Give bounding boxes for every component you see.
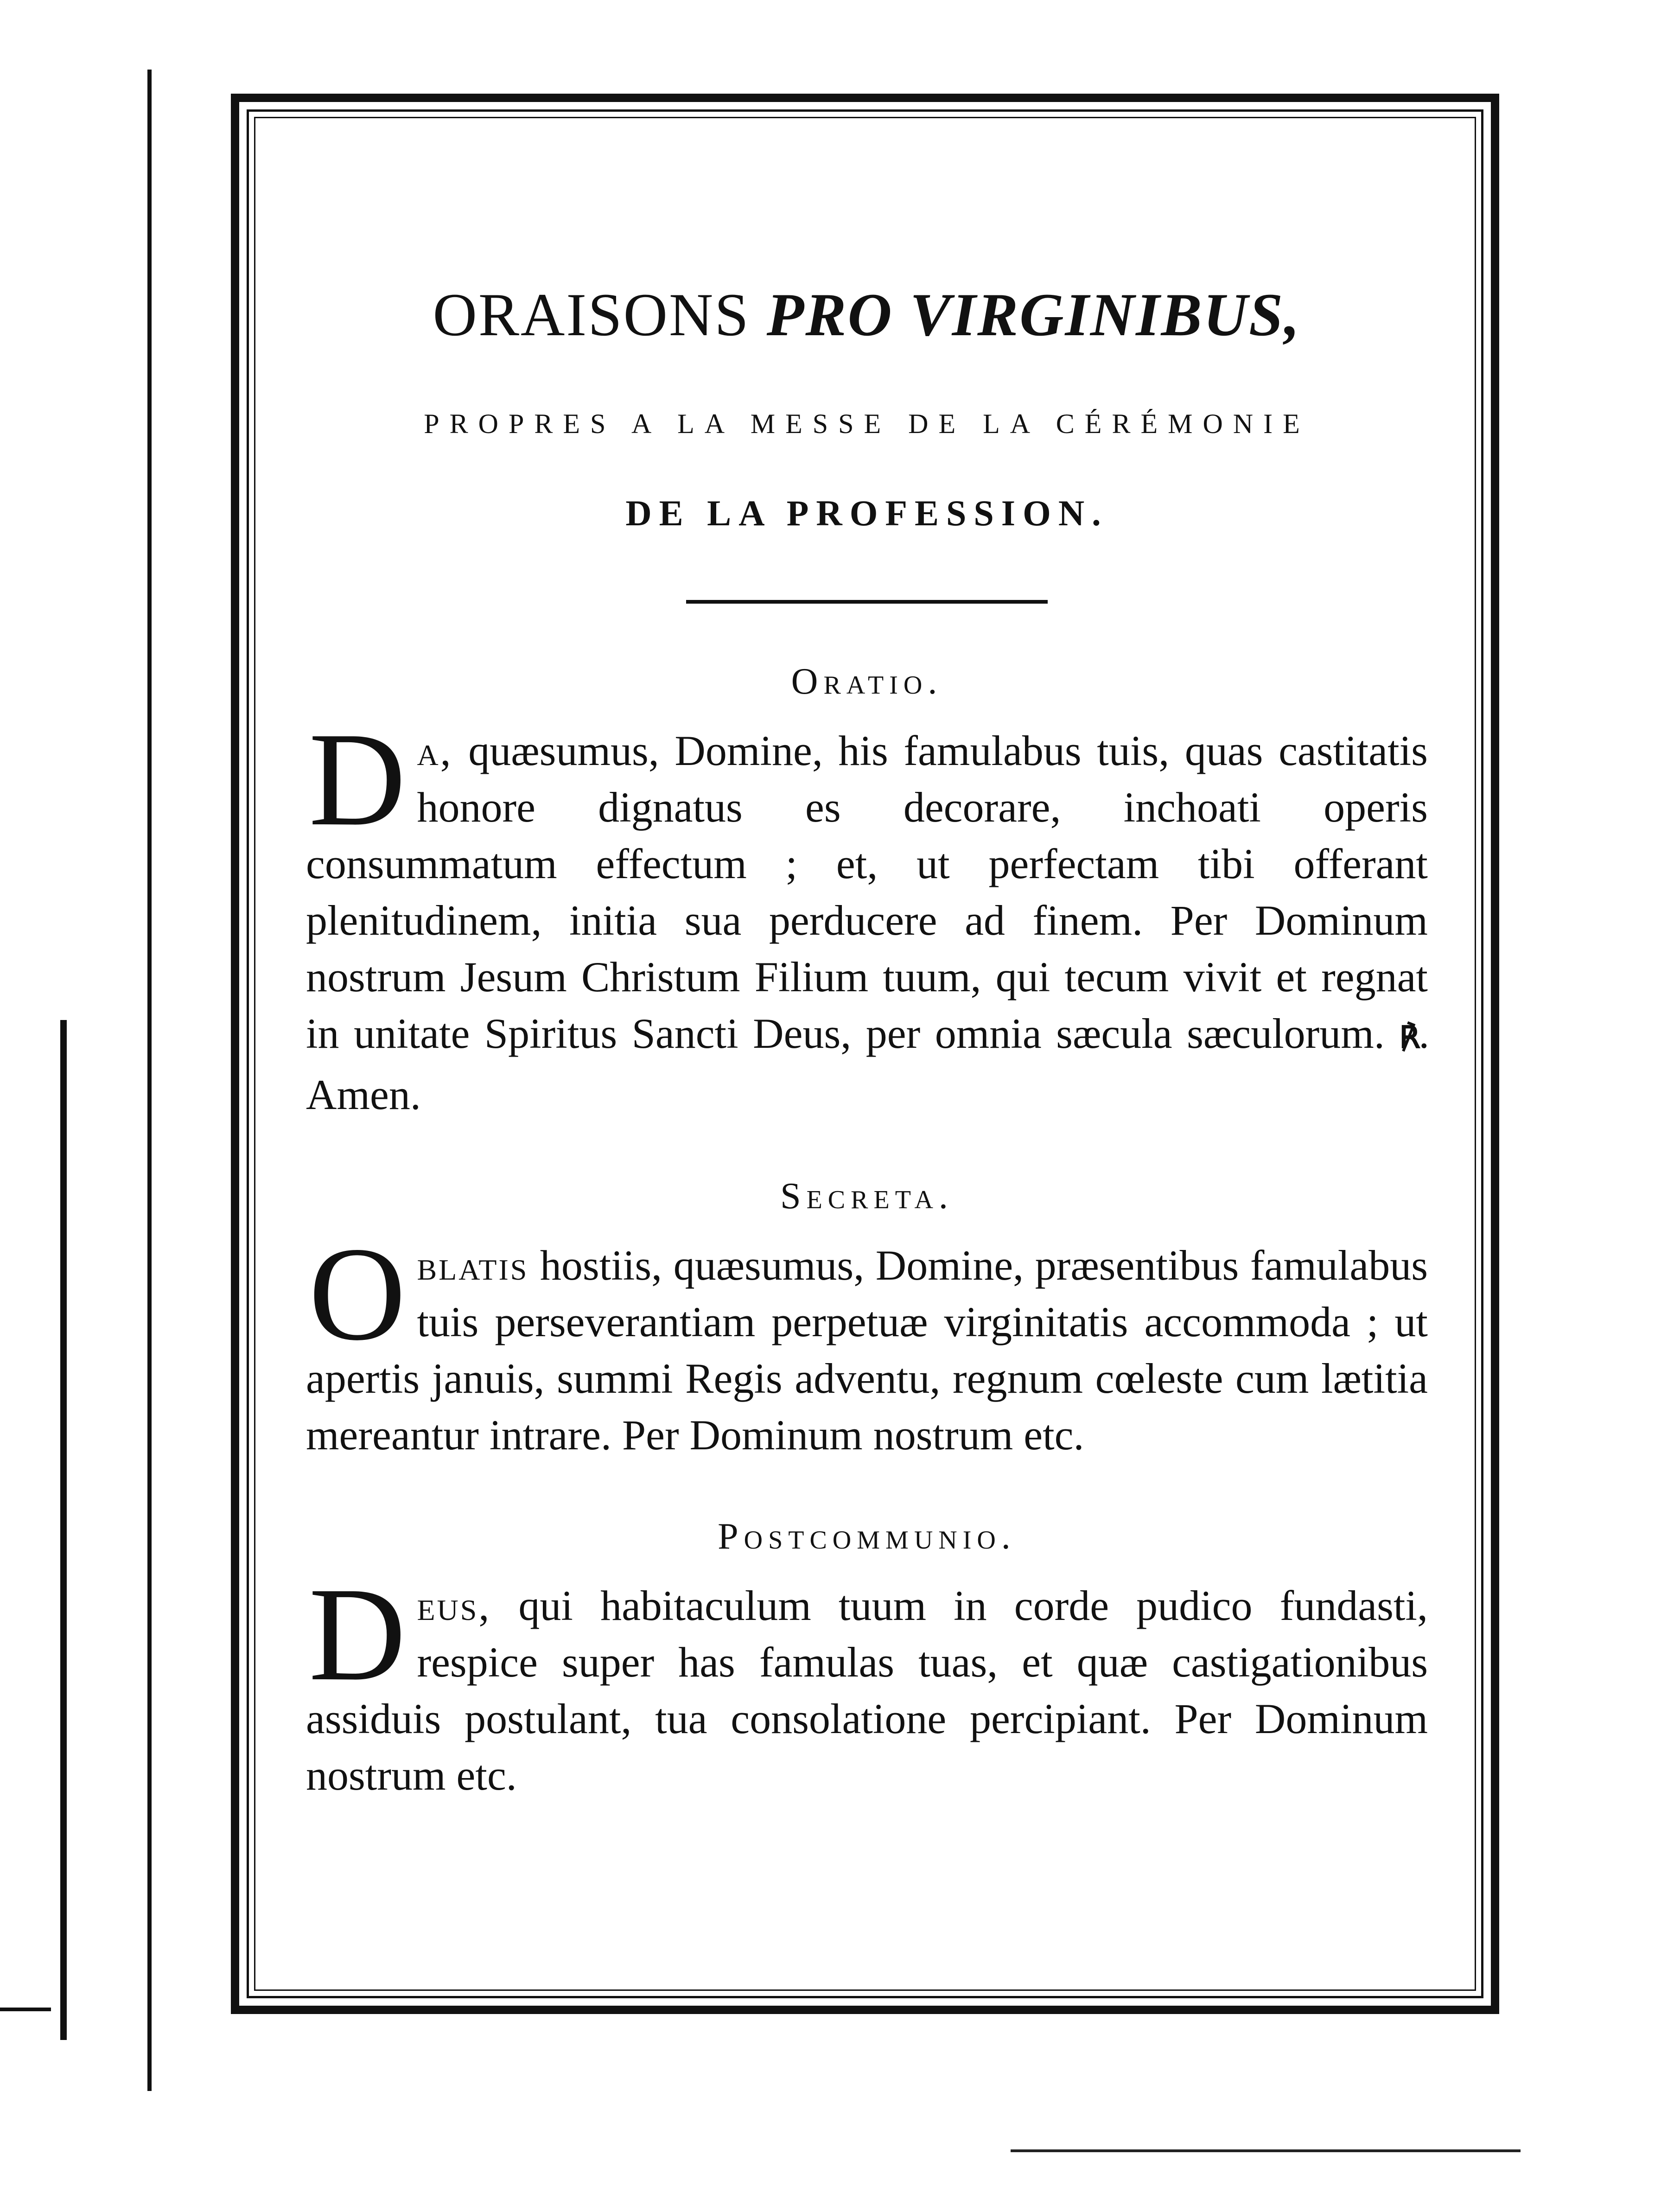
lead-word: blatis: [417, 1241, 529, 1289]
lead-word: a,: [417, 727, 453, 774]
title-italic: PRO VIRGINIBUS,: [766, 280, 1301, 349]
binding-edge-line: [60, 1020, 67, 2040]
prayer-text: hostiis, quæsumus, Domine, præsentibus famulabus tuis perseverantiam perpetuæ virginitatis accommoda ; ut apertis januis, summi Regis adventu, regnum cœleste cum lætitia mereantur intrare. Per Dominum nostrum etc.: [306, 1241, 1428, 1459]
section-heading-secreta: Secreta.: [780, 1175, 954, 1217]
section-heading-oratio: Oratio.: [791, 661, 943, 702]
divider-rule: [686, 600, 1048, 604]
response-mark: ℟.: [1399, 1020, 1428, 1055]
page-subtitle: PROPRES A LA MESSE DE LA CÉRÉMONIE: [424, 408, 1310, 440]
prayer-paragraph-oratio: [306, 704, 1428, 1123]
binding-edge-line: [147, 70, 152, 2091]
prayer-text: quæsumus, Domine, his famulabus tuis, quas castitatis honore dignatus es decorare, inchoati operis consummatum effectum ; et, ut perfectam tibi offerant plenitudinem, initia sua perducere ad finem. Per Dominum nostrum Jesum Christum Filium tuum, qui tecum vivit et regnat in unitate Spiritus Sancti Deus, per omnia sæcula sæculorum.: [306, 727, 1428, 1057]
drop-cap: D: [309, 1559, 406, 1708]
prayer-paragraph-secreta: [306, 1219, 1428, 1463]
lead-word: eus,: [417, 1581, 491, 1629]
page-subtitle-2: DE LA PROFESSION.: [625, 493, 1108, 534]
drop-cap: O: [309, 1219, 406, 1368]
prayer-text: qui habitaculum tuum in corde pudico fundasti, respice super has famulas tuas, et quæ castigationibus assiduis postulant, tua consolatione percipiant. Per Dominum nostrum etc.: [306, 1581, 1428, 1799]
title-plain: ORAISONS: [433, 280, 750, 349]
page-content: [306, 278, 1428, 1846]
drop-cap: D: [309, 704, 406, 854]
bottom-edge-line: [1011, 2149, 1521, 2152]
response-text: Amen.: [306, 1071, 421, 1118]
binding-edge-line: [0, 2008, 51, 2011]
page-title: [306, 278, 1428, 351]
prayer-paragraph-postcommunio: [306, 1559, 1428, 1804]
section-heading-postcommunio: Postcommunio.: [718, 1516, 1016, 1557]
